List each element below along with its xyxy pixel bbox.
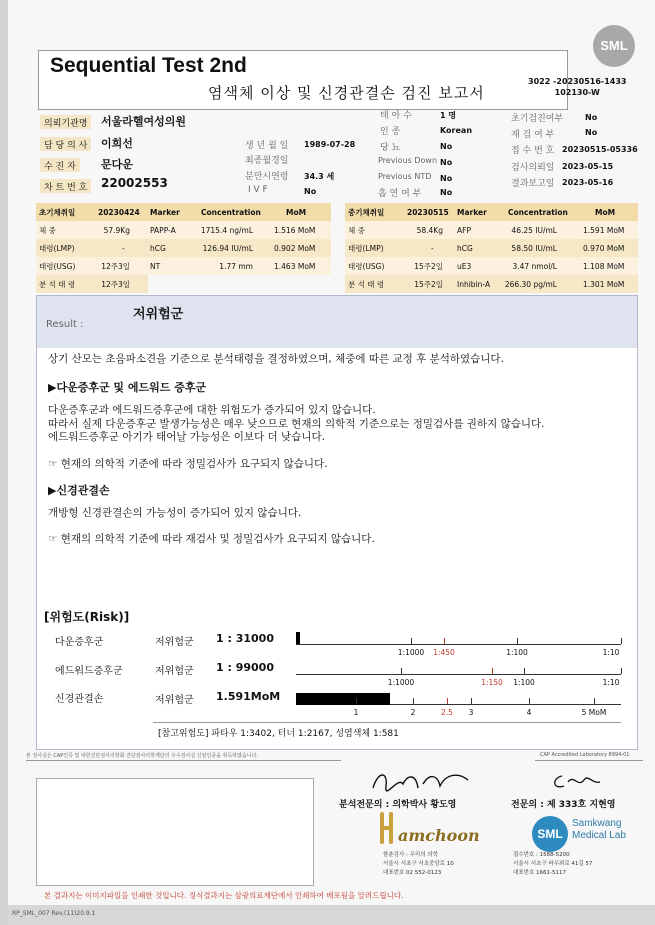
footer-divider-right (535, 760, 643, 761)
lab2-line: 대표번호 1661-5117 (513, 870, 566, 876)
result-label: Result : (46, 319, 84, 330)
row-key: 체 중 (348, 225, 365, 235)
scale-tick-label: 1:1000 (397, 648, 425, 657)
panel-row (345, 239, 638, 257)
label-institution: 의뢰기관명 (40, 115, 91, 129)
birth-value: 1989-07-28 (304, 140, 356, 149)
patient-value: 문다운 (101, 158, 133, 171)
risk-marker-down (296, 632, 300, 644)
ivf-value: No (304, 187, 317, 196)
bottom-bar (8, 905, 655, 925)
row-concentration: 1.77 mm (219, 261, 253, 271)
row-value: 15주2일 (414, 279, 443, 289)
reference-divider (153, 722, 621, 723)
scale-tick-label: 1:1000 (387, 678, 415, 687)
col-mom: MoM (595, 207, 616, 217)
scale-tick (411, 638, 412, 644)
panel-row (36, 275, 148, 293)
row-value: 15주2일 (414, 261, 443, 271)
lmp-label: 최종월경일 (245, 156, 289, 166)
scale-tick (413, 698, 414, 704)
panel-row (345, 275, 638, 293)
result-intro: 상기 산모는 초음파소견을 기준으로 분석태령을 결정하였으며, 체중에 따른 교정 후 분석하였습니다. (48, 353, 504, 365)
panel-row (36, 239, 331, 257)
row-key: 분 석 태 령 (348, 279, 385, 289)
lab2-info (513, 851, 592, 878)
risk-value-edwards: 1 : 99000 (216, 661, 274, 674)
row-key: 체 중 (39, 225, 56, 235)
samkwang-logo-mark: SML (532, 816, 568, 852)
report-subtitle: 염색체 이상 및 신경관결손 검진 보고서 (208, 84, 485, 102)
scale-tick (447, 698, 448, 704)
row-marker: uE3 (457, 261, 472, 271)
dm-value: No (440, 142, 453, 151)
receipt-value: 20230515-05336 (562, 145, 638, 154)
row-mom: 1.108 MoM (583, 261, 625, 271)
scale-tick (517, 638, 518, 644)
scale-tick-label: 1:450 (433, 648, 455, 657)
row-concentration: 126.94 IU/mL (202, 243, 253, 253)
row-mom: 1.516 MoM (274, 225, 316, 235)
down-section-title: ▶다운증후군 및 에드워드 증후군 (48, 381, 207, 394)
prev-ntd-value: No (440, 174, 453, 183)
scale-tick-label: 4 (526, 708, 532, 717)
req-date-label: 검사의뢰일 (511, 163, 555, 173)
result-value: 저위험군 (133, 307, 184, 322)
risk-axis (296, 674, 621, 675)
birth-label: 생 년 월 일 (245, 141, 289, 151)
sample-date-label: 초기채취일 (39, 207, 76, 217)
age-value: 34.3 세 (304, 172, 335, 181)
row-marker: hCG (457, 243, 473, 253)
risk-axis (296, 644, 621, 645)
scale-tick-label: 1:150 (481, 678, 503, 687)
receipt-label: 접 수 번 호 (511, 146, 555, 156)
row-concentration: 1715.4 ng/mL (200, 225, 253, 235)
row-mom: 0.902 MoM (274, 243, 316, 253)
report-number-2: 102130-W (554, 88, 600, 97)
first-value: No (585, 113, 598, 122)
scale-tick (401, 668, 402, 674)
scale-tick-label: 1:10 (602, 678, 620, 687)
institution-value: 서울라헬여성의원 (101, 115, 187, 128)
signature-2-label: 전문의 : 제 333호 지현영 (511, 800, 616, 810)
lab1-info (383, 851, 454, 878)
result-date-value: 2023-05-16 (562, 178, 614, 187)
panel-header (36, 203, 331, 221)
risk-scale-ntd (296, 690, 621, 720)
report-number-1: 3022 -20230516-1433 (528, 77, 627, 86)
row-key: 태령(LMP) (348, 243, 384, 253)
row-marker: PAPP-A (150, 225, 176, 235)
down-note: ☞ 현재의 의학적 기준에 따라 정밀검사가 요구되지 않습니다. (48, 458, 328, 470)
prev-ntd-label: Previous NTD (378, 172, 432, 181)
lab1-line: 서울시 서초구 서초중앙로 10 (383, 861, 454, 867)
risk-group-ntd: 저위험군 (155, 695, 194, 706)
signature-1 (368, 766, 478, 796)
panel-header (345, 203, 638, 221)
col-concentration: Concentration (201, 207, 261, 217)
scale-tick (444, 638, 445, 644)
scale-tick-label: 2 (410, 708, 416, 717)
scale-tick (356, 698, 357, 704)
panel-row (345, 221, 638, 239)
prev-down-label: Previous Down (378, 156, 438, 165)
footer-divider-left (26, 760, 341, 761)
race-label: 인 종 (380, 127, 401, 137)
hamchoon-logo-text: amchoon (398, 826, 480, 845)
row-mom: 1.463 MoM (274, 261, 316, 271)
scale-tick (621, 668, 622, 674)
first-label: 초기검진여부 (511, 114, 564, 124)
sample-date-label: 중기채취일 (348, 207, 385, 217)
row-marker: AFP (457, 225, 471, 235)
row-mom: 1.301 MoM (583, 279, 625, 289)
risk-group-edwards: 저위험군 (155, 666, 194, 677)
row-concentration: 3.47 nmol/L (512, 261, 557, 271)
down-line-1: 다운증후군과 에드워드증후군에 대한 위험도가 증가되어 있지 않습니다. (48, 404, 376, 416)
label-doctor: 담 당 의 사 (40, 137, 91, 151)
scale-tick (529, 698, 530, 704)
col-mom: MoM (286, 207, 307, 217)
result-date-label: 결과보고일 (511, 179, 555, 189)
risk-value-ntd: 1.591MoM (216, 690, 281, 703)
smoke-value: No (440, 188, 453, 197)
row-marker: NT (150, 261, 161, 271)
smoke-label: 흡 연 여 부 (378, 189, 422, 199)
signature-2 (548, 768, 608, 794)
reference-risk: [참고위험도] 파타우 1:3402, 터너 1:2167, 성염색체 1:581 (158, 729, 399, 739)
scale-tick-label: 1:10 (602, 648, 620, 657)
row-concentration: 58.50 IU/mL (511, 243, 557, 253)
signature-box (36, 778, 314, 886)
fetus-label: 태 아 수 (380, 111, 412, 121)
risk-title: [위험도(Risk)] (44, 610, 130, 624)
scale-tick (524, 668, 525, 674)
req-date-value: 2023-05-15 (562, 162, 614, 171)
row-key: 태령(LMP) (39, 243, 75, 253)
scale-tick-label: 1 (353, 708, 359, 717)
ntd-section-title: ▶신경관결손 (48, 484, 110, 497)
doctor-value: 이희선 (101, 137, 133, 150)
signature-1-label: 분석전문의 : 의학박사 황도영 (339, 800, 457, 810)
prev-down-value: No (440, 158, 453, 167)
scale-tick (492, 668, 493, 674)
row-value: 12주3일 (101, 261, 130, 271)
risk-group-down: 저위험군 (155, 637, 194, 648)
row-value: 57.9Kg (103, 225, 130, 235)
row-value: 12주3일 (101, 279, 130, 289)
row-mom: 0.970 MoM (583, 243, 625, 253)
col-concentration: Concentration (508, 207, 568, 217)
race-value: Korean (440, 126, 473, 135)
ivf-label: I V F (248, 185, 268, 195)
bottom-note: 본 결과지는 이미지파일을 인쇄한 것입니다. 정식결과지는 삼광의료재단에서 인쇄하여 배포됨을 알려드립니다. (44, 891, 404, 900)
ntd-mom-bar (296, 693, 390, 705)
lab1-line: 대표번호 02 552-0123 (383, 870, 442, 876)
panel-row (36, 221, 331, 239)
risk-name-ntd: 신경관결손 (55, 694, 104, 705)
row-value: - (122, 243, 125, 253)
fetus-value: 1 명 (440, 111, 457, 120)
samkwang-logo-text: Samkwang Medical Lab (572, 818, 626, 841)
report-number (528, 76, 627, 98)
label-patient: 수 진 자 (40, 158, 80, 172)
risk-name-edwards: 에드워드증후군 (55, 666, 123, 677)
scale-tick (471, 698, 472, 704)
scale-tick (621, 638, 622, 644)
scale-tick-label: 3 (468, 708, 474, 717)
row-mom: 1.591 MoM (583, 225, 625, 235)
result-header (37, 296, 637, 348)
row-key: 분 석 태 령 (39, 279, 76, 289)
scale-tick-label: 5 MoM (581, 708, 607, 717)
row-concentration: 46.25 IU/mL (511, 225, 557, 235)
down-line-2: 따라서 실제 다운증후군 발생가능성은 매우 낮으므로 현재의 의학적 기준으로는 정밀검사를 권하지 않습니다. (48, 418, 545, 430)
hamchoon-logo-mark (380, 812, 394, 844)
dm-label: 당 뇨 (380, 143, 401, 153)
sample-date-value: 20230424 (98, 207, 140, 217)
risk-scale-edwards (296, 660, 621, 690)
risk-scale-down (296, 630, 621, 660)
age-label: 분만시연령 (245, 172, 289, 182)
row-key: 태령(USG) (348, 261, 385, 271)
row-marker: hCG (150, 243, 166, 253)
ntd-line: 개방형 신경관결손의 가능성이 증가되어 있지 않습니다. (48, 507, 302, 519)
row-value: 58.4Kg (416, 225, 443, 235)
label-chart: 차 트 번 호 (40, 179, 91, 193)
panel-row (345, 257, 638, 275)
first-trimester-panel (36, 203, 331, 289)
lab2-line: 접수번호 : 1588-5200 (513, 852, 570, 858)
ntd-note: ☞ 현재의 의학적 기준에 따라 재검사 및 정밀검사가 요구되지 않습니다. (48, 533, 375, 545)
scale-tick-label: 1:100 (513, 678, 535, 687)
cap-note: CAP Accredited Laboratory 8994-01 (540, 752, 630, 758)
risk-name-down: 다운증후군 (55, 637, 104, 648)
lab2-line: 서울시 서초구 바우뫼로 41길 57 (513, 861, 593, 867)
risk-value-down: 1 : 31000 (216, 632, 274, 645)
form-number: RP_SML_007 Rev.(11)20.9.1 (12, 910, 96, 917)
col-marker: Marker (150, 207, 180, 217)
col-marker: Marker (457, 207, 487, 217)
retest-value: No (585, 128, 598, 137)
row-concentration: 266.30 pg/mL (504, 279, 557, 289)
chart-value: 22002553 (101, 176, 168, 190)
second-trimester-panel (345, 203, 638, 289)
retest-label: 재 검 여 부 (511, 130, 555, 140)
sml-logo: SML (593, 25, 635, 67)
accreditation-note: 본 검사실은 CAP인증 및 대한진단검사의학회 진단검사의학재단의 우수검사실 신임인증을 취득하였습니다. (26, 753, 258, 759)
panel-row (36, 257, 331, 275)
report-title: Sequential Test 2nd (50, 54, 247, 77)
row-marker: Inhibin-A (457, 279, 491, 289)
lab1-line: 함춘검사 : 우리의 의학 (383, 852, 438, 858)
sample-date-value: 20230515 (407, 207, 449, 217)
scale-tick-label: 2.5 (441, 708, 453, 717)
row-value: - (431, 243, 434, 253)
row-key: 태령(USG) (39, 261, 76, 271)
scale-tick-label: 1:100 (506, 648, 528, 657)
scale-tick (594, 698, 595, 704)
down-line-3: 에드워드증후군 아기가 태어날 가능성은 이보다 더 낮습니다. (48, 431, 325, 443)
